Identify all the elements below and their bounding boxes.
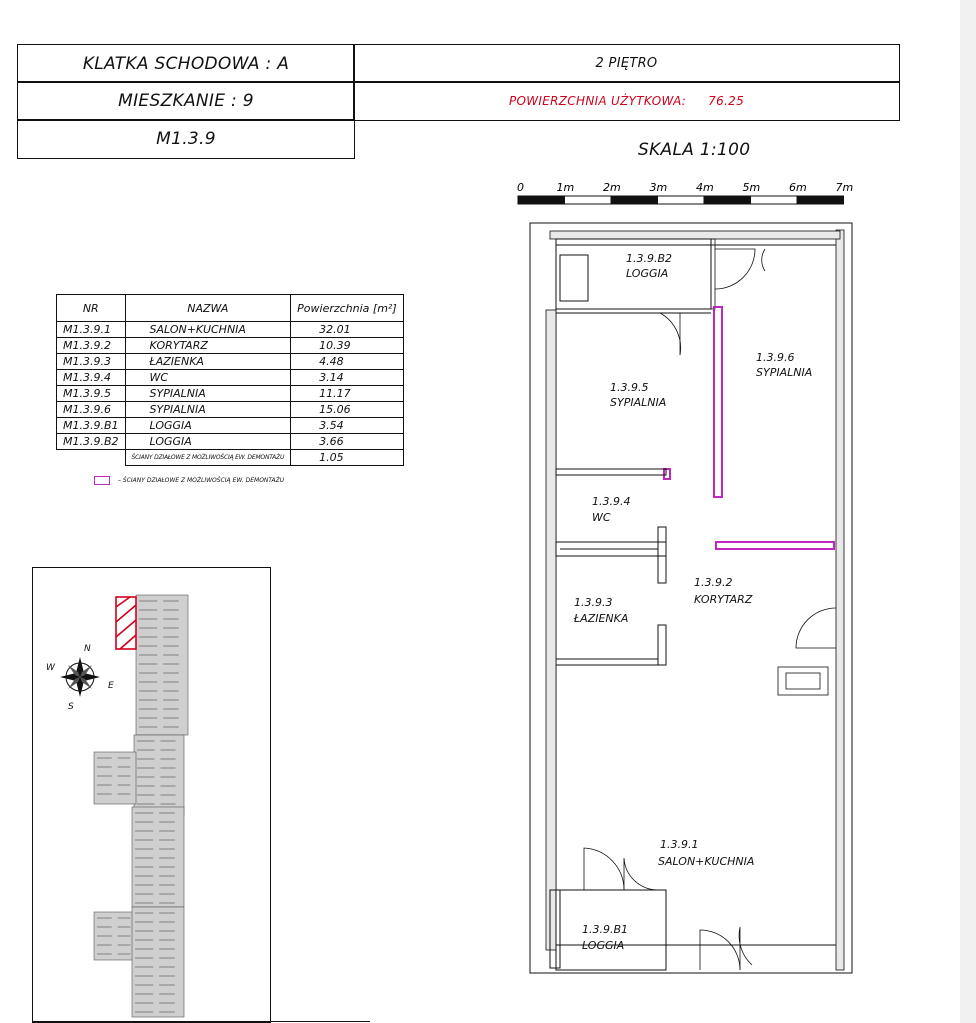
col-area: Powierzchnia [m²] [291,295,404,322]
room-b1-name: LOGGIA [582,939,625,952]
staircase-cell [17,44,355,83]
room-nr: M1.3.9.6 [57,402,126,418]
room-5-code: 1.3.9.5 [610,381,649,394]
scale-title: SKALA 1:100 [638,140,751,160]
room-b2-name: LOGGIA [626,267,669,280]
room-nr: M1.3.9.B2 [57,434,126,450]
col-nr: NR [57,295,126,322]
room-1-code: 1.3.9.1 [660,838,699,851]
scale-segment [658,196,705,204]
scale-tick-label: 4m [696,181,714,194]
compass-n: N [84,644,91,654]
room-6-name: SYPIALNIA [756,366,813,379]
removable-wall-2 [716,542,834,549]
room-b1-code: 1.3.9.B1 [582,923,629,936]
room-nr: M1.3.9.B1 [57,418,126,434]
scale-tick-label: 1m [556,181,575,194]
room-nr: M1.3.9.1 [57,322,126,338]
room-name: SYPIALNIA [125,402,291,418]
room-6-code: 1.3.9.6 [756,351,795,364]
scale-segment [704,196,751,204]
usable-area-cell [353,81,900,121]
room-table-row [57,338,404,354]
compass-w: W [46,663,55,673]
room-name: WC [125,370,291,386]
partition-row [57,450,404,466]
room-table-row [57,354,404,370]
room-area: 3.14 [291,370,404,386]
floor-cell [353,44,900,83]
site-key-plan [32,567,272,1023]
bath-wall-right [658,625,666,665]
compass-s: S [68,702,74,712]
partition-label: ŚCIANY DZIAŁOWE Z MOŻLIWOŚCIĄ EW. DEMONTAŻU [125,450,291,466]
apartment-code-cell [17,119,355,159]
room-4-name: WC [592,511,611,524]
room-table-header [57,295,404,322]
room-name: ŁAZIENKA [125,354,291,370]
footer-line [32,1021,370,1022]
room-area: 11.17 [291,386,404,402]
room-table-row [57,402,404,418]
room-name: SALON+KUCHNIA [125,322,291,338]
room-name: SYPIALNIA [125,386,291,402]
room-nr: M1.3.9.3 [57,354,126,370]
removable-wall-3 [664,469,670,479]
entrance-niche [778,667,828,695]
scale-tick-label: 7m [835,181,854,194]
scale-tick-label: 2m [603,181,621,194]
scale-segment [611,196,658,204]
loggia-b2-parapet [560,255,588,301]
wall-right [836,230,844,970]
col-name: NAZWA [125,295,291,322]
room-area: 15.06 [291,402,404,418]
room-area: 3.54 [291,418,404,434]
wc-wall-top [556,469,666,475]
room-table-row [57,434,404,450]
scale-tick-label: 6m [789,181,807,194]
room-nr: M1.3.9.2 [57,338,126,354]
partition-blank [57,450,126,466]
legend-label: – ŚCIANY DZIAŁOWE Z MOŻLIWOŚCIĄ EW. DEMONTAŻU [118,477,285,484]
wall-top [550,231,840,239]
room-table [56,294,404,466]
room-area: 4.48 [291,354,404,370]
wc-wall-right [658,527,666,583]
scale-tick-label: 5m [742,181,761,194]
wall-left [546,310,556,950]
room-3-name: ŁAZIENKA [574,612,629,625]
apartment-cell [17,81,355,121]
staircase-label: KLATKA SCHODOWA : A [82,53,290,74]
scale-tick-label: 0 [517,181,524,194]
floor-label: 2 PIĘTRO [595,56,658,71]
legend [94,476,284,485]
partition-area: 1.05 [291,450,404,466]
scale-segment [565,196,612,204]
room-4-code: 1.3.9.4 [592,495,631,508]
room-name: KORYTARZ [125,338,291,354]
scale-segment [751,196,798,204]
room-5-name: SYPIALNIA [610,396,667,409]
room-b2-code: 1.3.9.B2 [626,252,673,265]
room-1-name: SALON+KUCHNIA [658,855,755,868]
room-table-row [57,322,404,338]
floor-plan [520,215,860,975]
room-table-row [57,418,404,434]
page-right-edge [960,0,976,1023]
apartment-code: M1.3.9 [156,129,216,149]
room-table-row [57,386,404,402]
usable-area-label: POWIERZCHNIA UŻYTKOWA: [508,94,687,108]
room-table-row [57,370,404,386]
scale-tick-label: 3m [649,181,668,194]
removable-wall-1 [714,307,722,497]
compass-e: E [108,681,114,691]
scale-bar [510,176,870,210]
room-name: LOGGIA [125,418,291,434]
room-area: 10.39 [291,338,404,354]
room-area: 3.66 [291,434,404,450]
scale-segment [518,196,565,204]
room-2-code: 1.3.9.2 [694,576,733,589]
legend-swatch [94,476,110,485]
usable-area-value: 76.25 [708,94,745,108]
room-area: 32.01 [291,322,404,338]
room-name: LOGGIA [125,434,291,450]
scale-segment [797,196,844,204]
apartment-label: MIESZKANIE : 9 [118,91,254,111]
room-3-code: 1.3.9.3 [574,596,613,609]
room-nr: M1.3.9.4 [57,370,126,386]
room-2-name: KORYTARZ [694,593,753,606]
room-nr: M1.3.9.5 [57,386,126,402]
